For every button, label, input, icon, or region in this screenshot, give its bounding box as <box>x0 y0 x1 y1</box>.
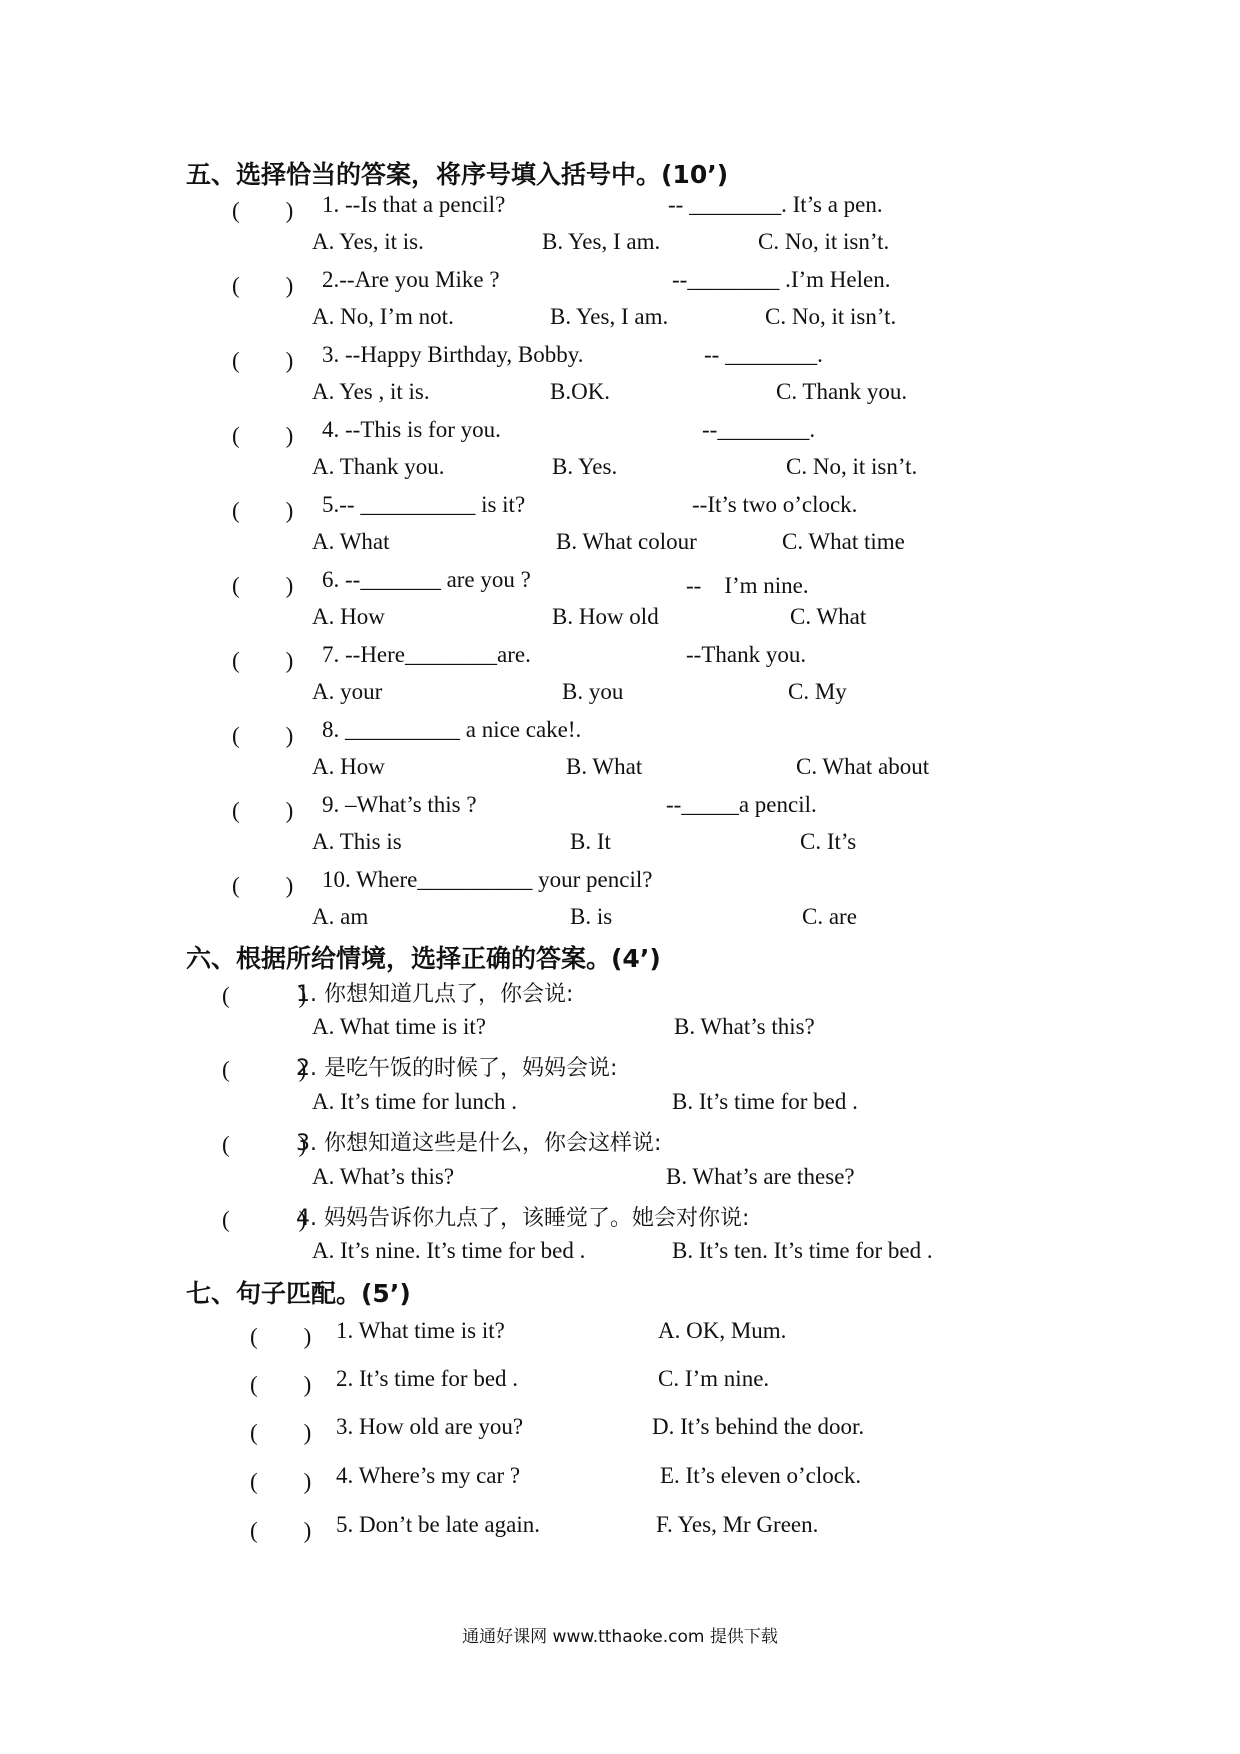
option-b: B. It <box>570 829 611 854</box>
response-text: --It’s two o’clock. <box>692 492 858 517</box>
answer-parens[interactable]: ( ) <box>250 1372 312 1397</box>
question-text: 7. --Here________are. <box>322 642 531 667</box>
footer-credit: 通通好课网 www.tthaoke.com 提供下载 <box>462 1627 778 1647</box>
match-left-text: 5. Don’t be late again. <box>336 1512 540 1537</box>
answer-parens[interactable]: ( ) <box>232 273 294 298</box>
option-a: A. It’s time for lunch . <box>312 1089 518 1114</box>
response-text: -- ________. It’s a pen. <box>668 192 883 217</box>
answer-parens[interactable]: ( ) <box>222 983 307 1008</box>
match-right-text: A. OK, Mum. <box>658 1318 787 1343</box>
question-text: 4. --This is for you. <box>322 417 501 442</box>
question-text: 1. --Is that a pencil? <box>322 192 506 217</box>
option-a: A. Yes, it is. <box>312 229 424 254</box>
question-text: 10. Where__________ your pencil? <box>322 867 653 892</box>
option-a: A. How <box>312 754 385 779</box>
option-b: B. Yes, I am. <box>550 304 669 329</box>
option-b: B. Yes, I am. <box>542 229 661 254</box>
answer-parens[interactable]: ( ) <box>250 1469 312 1494</box>
answer-parens[interactable]: ( ) <box>232 873 294 898</box>
match-right-text: F. Yes, Mr Green. <box>656 1512 819 1537</box>
option-c: C. are <box>802 904 857 929</box>
option-a: A. Thank you. <box>312 454 445 479</box>
option-b: B. Yes. <box>552 454 618 479</box>
option-b: B. What’s this? <box>674 1014 815 1039</box>
section7-heading: 七、句子匹配。(5’) <box>186 1279 411 1308</box>
section6-heading: 六、根据所给情境，选择正确的答案。(4’) <box>186 944 661 973</box>
option-c: C. My <box>788 679 847 704</box>
prompt-text: 4. 妈妈告诉你九点了，该睡觉了。她会对你说: <box>296 1206 750 1231</box>
response-text: --________ .I’m Helen. <box>672 267 891 292</box>
option-c: C. What <box>790 604 867 629</box>
match-left-text: 4. Where’s my car ? <box>336 1463 521 1488</box>
option-c: C. No, it isn’t. <box>765 304 897 329</box>
option-b: B. What colour <box>556 529 697 554</box>
option-a: A. This is <box>312 829 402 854</box>
answer-parens[interactable]: ( ) <box>232 423 294 448</box>
match-left-text: 2. It’s time for bed . <box>336 1366 519 1391</box>
answer-parens[interactable]: ( ) <box>232 798 294 823</box>
option-a: A. How <box>312 604 385 629</box>
match-left-text: 1. What time is it? <box>336 1318 505 1343</box>
answer-parens[interactable]: ( ) <box>232 498 294 523</box>
option-b: B.OK. <box>550 379 611 404</box>
question-text: 6. --_______ are you ? <box>322 567 531 592</box>
option-b: B. How old <box>552 604 659 629</box>
option-b: B. What’s are these? <box>666 1164 855 1189</box>
match-right-text: E. It’s eleven o’clock. <box>660 1463 862 1488</box>
question-text: 3. --Happy Birthday, Bobby. <box>322 342 584 367</box>
option-b: B. It’s time for bed . <box>672 1089 858 1114</box>
prompt-text: 2. 是吃午饭的时候了，妈妈会说: <box>296 1056 618 1081</box>
option-a: A. Yes , it is. <box>312 379 430 404</box>
section5-heading: 五、选择恰当的答案，将序号填入括号中。(10’) <box>186 160 729 189</box>
answer-parens[interactable]: ( ) <box>250 1420 312 1445</box>
prompt-text: 1. 你想知道几点了，你会说: <box>296 982 574 1007</box>
answer-parens[interactable]: ( ) <box>232 723 294 748</box>
answer-parens[interactable]: ( ) <box>232 648 294 673</box>
answer-parens[interactable]: ( ) <box>232 348 294 373</box>
answer-parens[interactable]: ( ) <box>250 1518 312 1543</box>
option-a: A. It’s nine. It’s time for bed . <box>312 1238 586 1263</box>
response-text: --Thank you. <box>686 642 807 667</box>
option-b: B. you <box>562 679 624 704</box>
match-right-text: D. It’s behind the door. <box>652 1414 865 1439</box>
option-c: C. Thank you. <box>776 379 908 404</box>
answer-parens[interactable]: ( ) <box>222 1057 307 1082</box>
option-a: A. your <box>312 679 383 704</box>
option-a: A. What time is it? <box>312 1014 486 1039</box>
question-text: 2.--Are you Mike ? <box>322 267 500 292</box>
response-text: --_____a pencil. <box>666 792 817 817</box>
question-text: 8. __________ a nice cake!. <box>322 717 582 742</box>
prompt-text: 3. 你想知道这些是什么，你会这样说: <box>296 1131 662 1156</box>
option-c: C. It’s <box>800 829 857 854</box>
answer-parens[interactable]: ( ) <box>222 1207 307 1232</box>
response-text: --________. <box>702 417 816 442</box>
option-b: B. It’s ten. It’s time for bed . <box>672 1238 933 1263</box>
option-c: C. No, it isn’t. <box>758 229 890 254</box>
option-c: C. What time <box>782 529 905 554</box>
option-a: A. am <box>312 904 369 929</box>
option-b: B. is <box>570 904 613 929</box>
option-a: A. What <box>312 529 390 554</box>
option-a: A. What’s this? <box>312 1164 455 1189</box>
option-c: C. No, it isn’t. <box>786 454 918 479</box>
answer-parens[interactable]: ( ) <box>232 198 294 223</box>
answer-parens[interactable]: ( ) <box>232 573 294 598</box>
response-text: -- ________. <box>704 342 823 367</box>
answer-parens[interactable]: ( ) <box>222 1132 307 1157</box>
response-text: -- I’m nine. <box>686 573 809 598</box>
option-c: C. What about <box>796 754 930 779</box>
match-left-text: 3. How old are you? <box>336 1414 524 1439</box>
question-text: 5.-- __________ is it? <box>322 492 526 517</box>
match-right-text: C. I’m nine. <box>658 1366 770 1391</box>
option-a: A. No, I’m not. <box>312 304 454 329</box>
answer-parens[interactable]: ( ) <box>250 1324 312 1349</box>
question-text: 9. –What’s this ? <box>322 792 477 817</box>
option-b: B. What <box>566 754 643 779</box>
